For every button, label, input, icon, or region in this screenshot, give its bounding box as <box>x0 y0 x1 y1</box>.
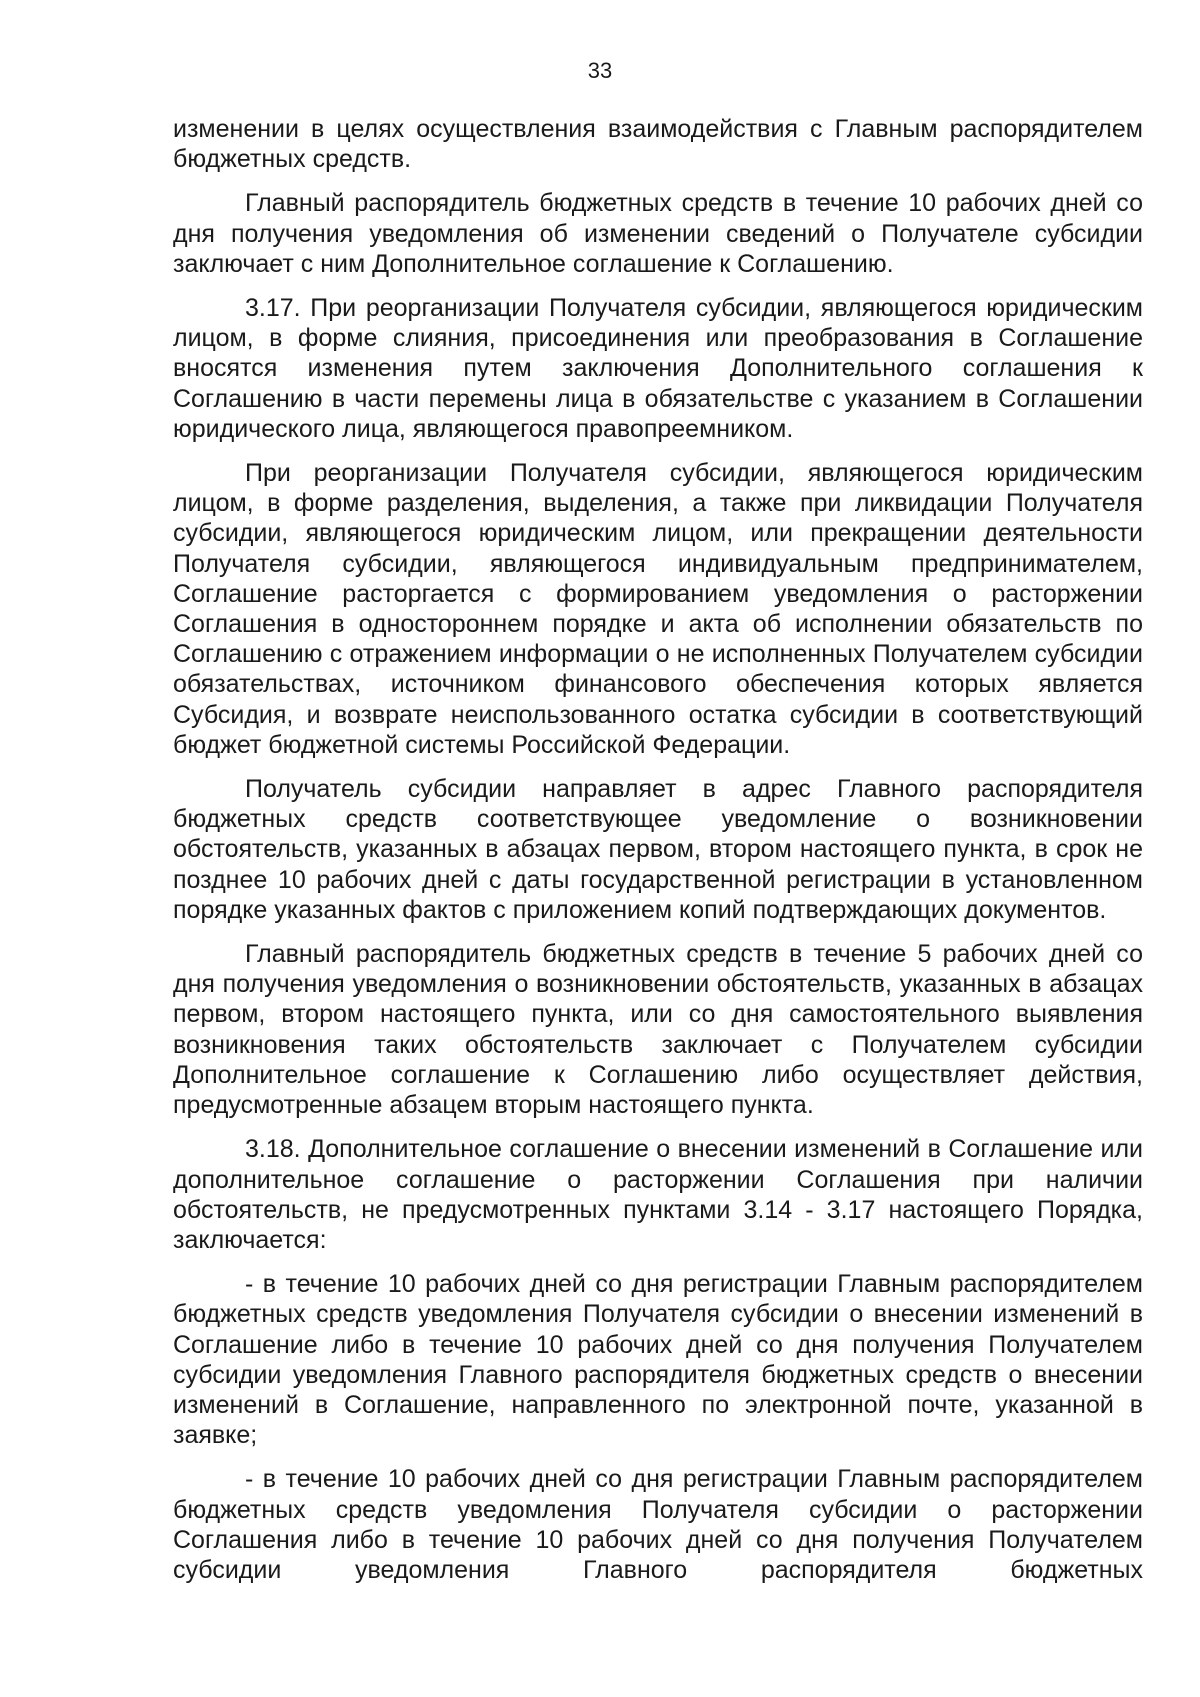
paragraph-reorganization-division: При реорганизации Получателя субсидии, являющегося юридическим лицом, в форме разделения, выделения, а также при ликвидации Получателя субсидии, являющегося юридическим лицом, или прекращении деятельности Получателя субсидии, являющегося индивидуальным предпринимателем, Соглашение расторгается с формированием уведомления о расторжении Соглашения в одностороннем порядке и акта об исполнении обязательств по Соглашению с отражением информации о не исполненных Получателем субсидии обязательствах, источником финансового обеспечения которых является Субсидия, и возврате неиспользованного остатка субсидии в соответствующий бюджет бюджетной системы Российской Федерации. <box>173 459 1143 759</box>
document-body <box>173 114 1143 1599</box>
paragraph-recipient-notice: Получатель субсидии направляет в адрес Главного распорядителя бюджетных средств соответствующее уведомление о возникновении обстоятельств, указанных в абзацах первом, втором настоящего пункта, в срок не позднее 10 рабочих дней с даты государственной регистрации в установленном порядке указанных фактов с приложением копий подтверждающих документов. <box>173 775 1143 924</box>
paragraph-agreement-conclusion: Главный распорядитель бюджетных средств в течение 10 рабочих дней со дня получения уведомления об изменении сведений о Получателе субсидии заключает с ним Дополнительное соглашение к Соглашению. <box>173 189 1143 278</box>
paragraph-continuation: изменении в целях осуществления взаимодействия с Главным распорядителем бюджетных средств. <box>173 115 1143 174</box>
paragraph-3-18: 3.18. Дополнительное соглашение о внесении изменений в Соглашение или дополнительное соглашение о расторжении Соглашения при наличии обстоятельств, не предусмотренных пунктами 3.14 - 3.17 настоящего Порядка, заключается: <box>173 1135 1143 1254</box>
list-item-amendment: - в течение 10 рабочих дней со дня регистрации Главным распорядителем бюджетных средств уведомления Получателя субсидии о внесении изменений в Соглашение либо в течение 10 рабочих дней со дня получения Получателем субсидии уведомления Главного распорядителя бюджетных средств о внесении изменений в Соглашение, направленного по электронной почте, указанной в заявке; <box>173 1270 1143 1450</box>
paragraph-3-17: 3.17. При реорганизации Получателя субсидии, являющегося юридическим лицом, в форме слияния, присоединения или преобразования в Соглашение вносятся изменения путем заключения Дополнительного соглашения к Соглашению в части перемены лица в обязательстве с указанием в Соглашении юридического лица, являющегося правопреемником. <box>173 294 1143 443</box>
page-number: 33 <box>587 58 613 83</box>
list-item-termination: - в течение 10 рабочих дней со дня регистрации Главным распорядителем бюджетных средств уведомления Получателя субсидии о расторжении Соглашения либо в течение 10 рабочих дней со дня получения Получателем субсидии уведомления Главного распорядителя бюджетных <box>173 1465 1143 1584</box>
paragraph-distributor-action: Главный распорядитель бюджетных средств в течение 5 рабочих дней со дня получения уведомления о возникновении обстоятельств, указанных в абзацах первом, втором настоящего пункта, или со дня самостоятельного выявления возникновения таких обстоятельств заключает с Получателем субсидии Дополнительное соглашение к Соглашению либо осуществляет действия, предусмотренные абзацем вторым настоящего пункта. <box>173 940 1143 1120</box>
